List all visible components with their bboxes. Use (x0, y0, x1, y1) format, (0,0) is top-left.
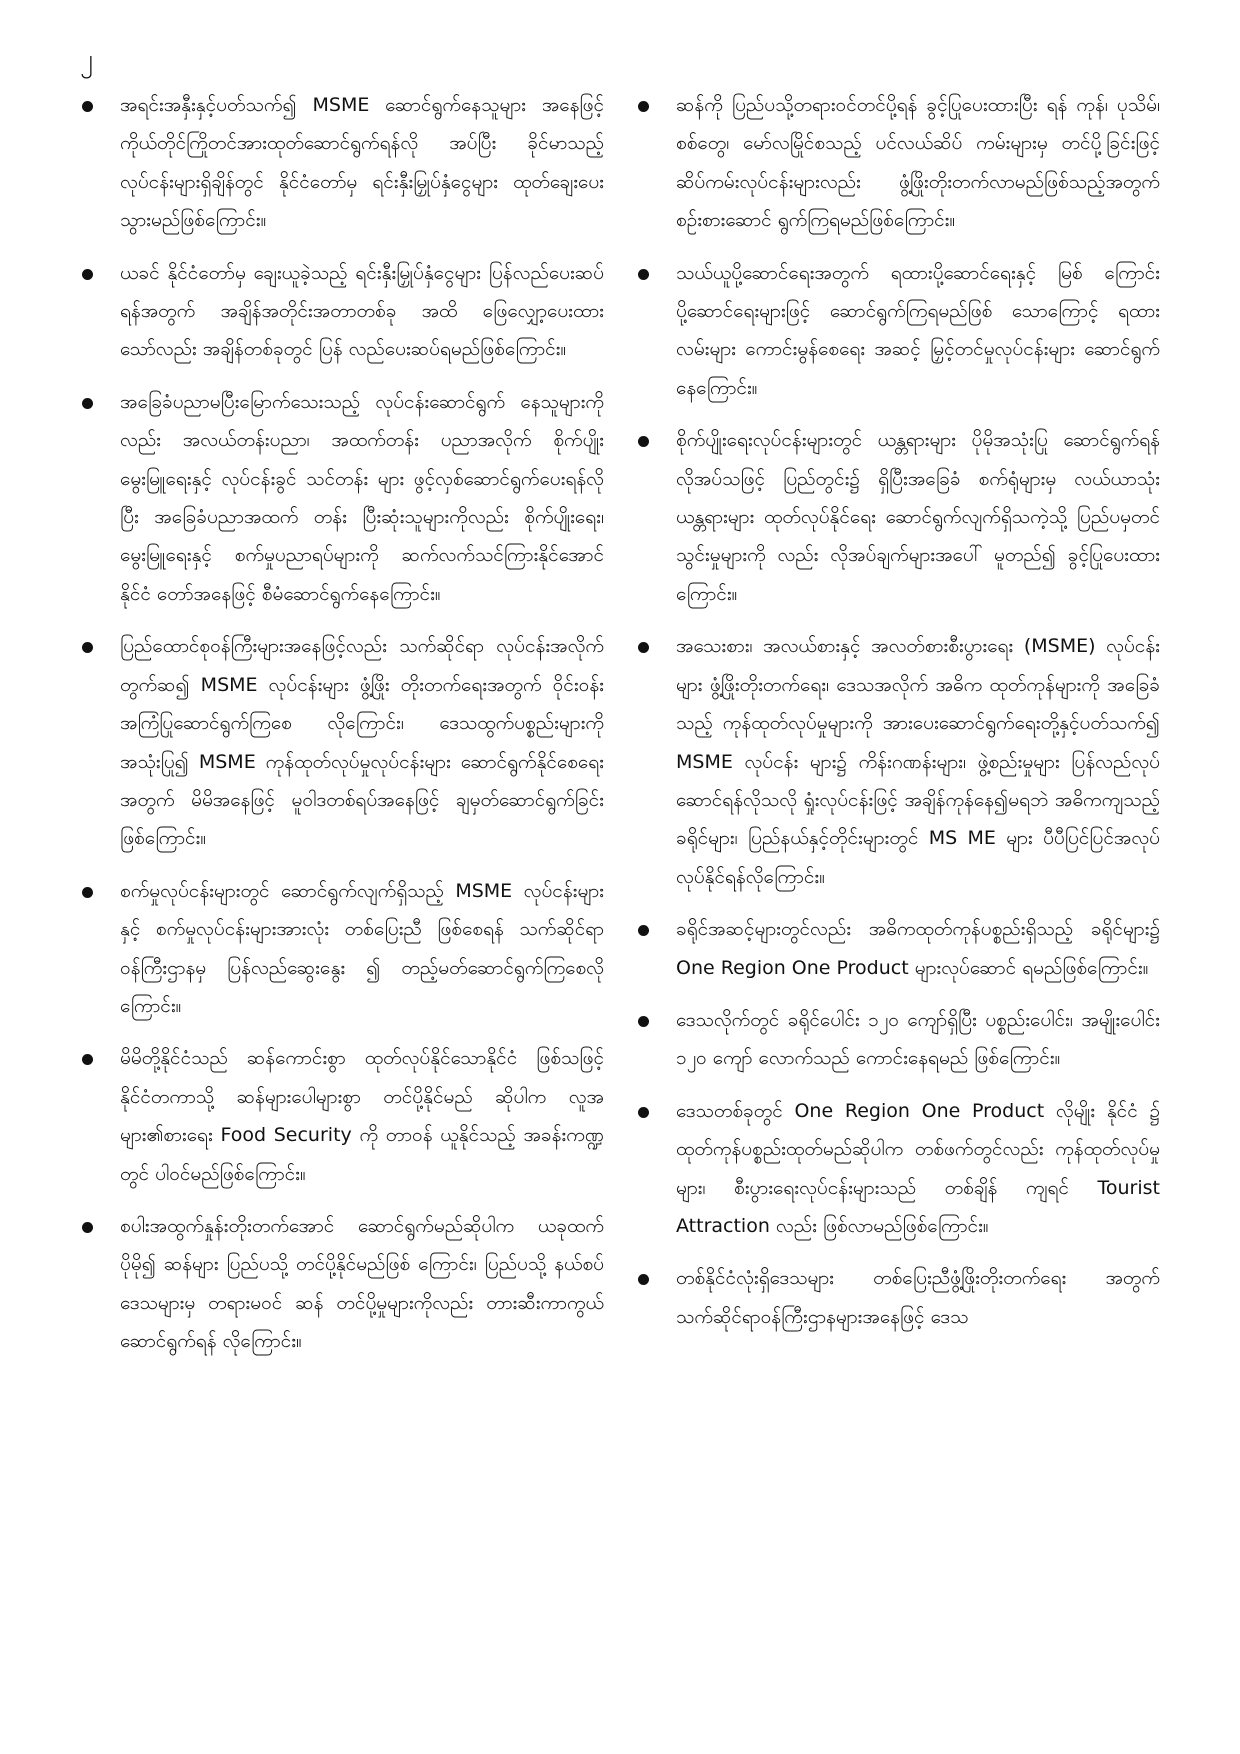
list-item-text: သယ်ယူပို့ဆောင်ရေးအတွက် ရထားပို့ဆောင်ရေးနှင့် မြစ် ကြောင်းပို့ဆောင်ရေးများဖြင့် ဆောင်ရွက်ကြရမည်ဖြစ် သောကြောင့် ရထားလမ်းများ ကောင်းမွန်စေရေး အဆင့် မြှင့်တင်မှုလုပ်ငန်းများ ဆောင်ရွက်နေကြောင်း။ (676, 261, 1160, 399)
list-item (80, 86, 604, 240)
list-item-text: တစ်နိုင်ငံလုံးရှိဒေသများ တစ်ပြေးညီဖွံ့ဖြိုးတိုးတက်ရေး အတွက် သက်ဆိုင်ရာဝန်ကြီးဌာနများအနေဖြင့် ဒေသ (676, 1267, 1160, 1328)
list-item (80, 254, 604, 369)
list-item (636, 910, 1160, 987)
list-item-text: ဒေသလိုက်တွင် ခရိုင်ပေါင်း ၁၂၀ ကျော်ရှိပြီး ပစ္စည်းပေါင်း၊ အမျိုးပေါင်း ၁၂၀ ကျော် လောက်သည် ကောင်းနေရမည် ဖြစ်ကြောင်း။ (676, 1008, 1160, 1070)
list-item (636, 1001, 1160, 1078)
bullet-icon (638, 642, 649, 653)
list-item (80, 1207, 604, 1361)
list-item (636, 1259, 1160, 1336)
list-item (80, 872, 604, 1026)
bullet-icon (82, 101, 93, 112)
bullet-icon (82, 269, 93, 280)
bullet-icon (82, 1222, 93, 1233)
list-item (80, 383, 604, 613)
list-item-text: ခရိုင်အဆင့်များတွင်လည်း အဓိကထုတ်ကုန်ပစ္စည်းရှိသည့် ခရိုင်များ၌ One Region One Product များလုပ်ဆောင် ရမည်ဖြစ်ကြောင်း။ (676, 918, 1160, 979)
list-item-text: စက်မှုလုပ်ငန်းများတွင် ဆောင်ရွက်လျက်ရှိသည့် MSME လုပ်ငန်းများနှင့် စက်မှုလုပ်ငန်းများအားလုံး တစ်ပြေးညီ ဖြစ်စေရန် သက်ဆိုင်ရာဝန်ကြီးဌာနမှ ပြန်လည်ဆွေးနွေး ၍ တည့်မတ်ဆောင်ရွက်ကြစေလိုကြောင်း။ (120, 879, 604, 1017)
bullet-icon (638, 1016, 649, 1027)
left-column (80, 86, 604, 1375)
list-item-text: အသေးစား၊ အလယ်စားနှင့် အလတ်စားစီးပွားရေး (MSME) လုပ်ငန်းများ ဖွံ့ဖြိုးတိုးတက်ရေး၊ ဒေသအလိုက် အဓိက ထုတ်ကုန်များကို အခြေခံသည့် ကုန်ထုတ်လုပ်မှုများကို အားပေးဆောင်ရွက်ရေးတို့နှင့်ပတ်သက်၍ MSME လုပ်ငန်း များ၌ ကိန်းဂဏန်းများ၊ ဖွဲ့စည်းမှုများ ပြန်လည်လုပ် ဆောင်ရန်လိုသလို ရှုံးလုပ်ငန်းဖြင့် အချိန်ကုန်နေ၍မရဘဲ အဓိကကျသည့် ခရိုင်များ၊ ပြည်နယ်နှင့်တိုင်းများတွင် MS ME များ ပီပီပြင်ပြင်အလုပ်လုပ်နိုင်ရန်လိုကြောင်း။ (676, 635, 1160, 888)
list-item (636, 1092, 1160, 1246)
bullet-icon (638, 436, 649, 447)
bullet-icon (638, 925, 649, 936)
bullet-icon (638, 1274, 649, 1285)
bullet-icon (82, 887, 93, 898)
list-item-text: ဒေသတစ်ခုတွင် One Region One Product လိုမျိုး နိုင်ငံ ၌ ထုတ်ကုန်ပစ္စည်းထုတ်မည်ဆိုပါက တစ်ဖက်တွင်လည်း ကုန်ထုတ်လုပ်မှုများ၊ စီးပွားရေးလုပ်ငန်းများသည် တစ်ချိန် ကျရင် Tourist Attraction လည်း ဖြစ်လာမည်ဖြစ်ကြောင်း။ (676, 1099, 1160, 1237)
bullet-icon (638, 269, 649, 280)
list-item-text: ပြည်ထောင်စုဝန်ကြီးများအနေဖြင့်လည်း သက်ဆိုင်ရာ လုပ်ငန်းအလိုက်တွက်ဆ၍ MSME လုပ်ငန်းများ ဖွံ့ဖြိုး တိုးတက်ရေးအတွက် ဝိုင်းဝန်းအကြံပြုဆောင်ရွက်ကြစေ လိုကြောင်း၊ ဒေသထွက်ပစ္စည်းများကိုအသုံးပြု၍ MSME ကုန်ထုတ်လုပ်မှုလုပ်ငန်းများ ဆောင်ရွက်နိုင်စေရေးအတွက် မိမိအနေဖြင့် မူဝါဒတစ်ရပ်အနေဖြင့် ချမှတ်ဆောင်ရွက်ခြင်း ဖြစ်ကြောင်း။ (120, 635, 604, 850)
page-number: ၂ (80, 44, 93, 74)
list-item-text: ဆန်ကို ပြည်ပသို့တရားဝင်တင်ပို့ရန် ခွင့်ပြုပေးထားပြီး ရန် ကုန်၊ ပုသိမ်၊ စစ်တွေ၊ မော်လမြိုင်စသည့် ပင်လယ်ဆိပ် ကမ်းများမှ တင်ပို့ခြင်းဖြင့် ဆိပ်ကမ်းလုပ်ငန်းများလည်း ဖွံ့ဖြိုးတိုးတက်လာမည်ဖြစ်သည့်အတွက် စဉ်းစားဆောင် ရွက်ကြရမည်ဖြစ်ကြောင်း။ (676, 94, 1160, 232)
bullet-icon (638, 101, 649, 112)
right-column (636, 86, 1160, 1350)
list-item (636, 254, 1160, 408)
list-item-text: မိမိတို့နိုင်ငံသည် ဆန်ကောင်းစွာ ထုတ်လုပ်နိုင်သောနိုင်ငံ ဖြစ်သဖြင့် နိုင်ငံတကာသို့ ဆန်များပေါများစွာ တင်ပို့နိုင်မည် ဆိုပါက လူအများ၏စားရေး Food Security ကို တာဝန် ယူနိုင်သည့် အခန်းကဏ္ဍတွင် ပါဝင်မည်ဖြစ်ကြောင်း။ (120, 1047, 604, 1185)
bullet-icon (82, 1054, 93, 1065)
list-item-text: စပါးအထွက်နှုန်းတိုးတက်အောင် ဆောင်ရွက်မည်ဆိုပါက ယခုထက်ပိုမို၍ ဆန်များ ပြည်ပသို့ တင်ပို့နိုင်မည်ဖြစ် ကြောင်း၊ ပြည်ပသို့ နယ်စပ်ဒေသများမှ တရားမဝင် ဆန် တင်ပို့မှုများကိုလည်း တားဆီးကာကွယ်ဆောင်ရွက်ရန် လိုကြောင်း။ (120, 1214, 604, 1353)
list-item-text: အရင်းအနှီးနှင့်ပတ်သက်၍ MSME ဆောင်ရွက်နေသူများ အနေဖြင့် ကိုယ်တိုင်ကြိုတင်အားထုတ်ဆောင်ရွက်ရန်လို အပ်ပြီး ခိုင်မာသည့်လုပ်ငန်းများရှိချိန်တွင် နိုင်ငံတော်မှ ရင်းနှီးမြှုပ်နှံငွေများ ထုတ်ချေးပေးသွားမည်ဖြစ်ကြောင်း။ (120, 94, 604, 232)
list-item (636, 86, 1160, 240)
list-item (636, 627, 1160, 896)
list-item-text: အခြေခံပညာမပြီးမြောက်သေးသည့် လုပ်ငန်းဆောင်ရွက် နေသူများကိုလည်း အလယ်တန်းပညာ၊ အထက်တန်း ပညာအလိုက် စိုက်ပျိုးမွေးမြူရေးနှင့် လုပ်ငန်းခွင် သင်တန်း များ ဖွင့်လှစ်ဆောင်ရွက်ပေးရန်လိုပြီး အခြေခံပညာအထက် တန်း ပြီးဆုံးသူများကိုလည်း စိုက်ပျိုးရေး၊ မွေးမြူရေးနှင့် စက်မှုပညာရပ်များကို ဆက်လက်သင်ကြားနိုင်အောင် နိုင်ငံ တော်အနေဖြင့် စီမံဆောင်ရွက်နေကြောင်း။ (120, 390, 604, 605)
list-item (80, 627, 604, 857)
list-item-text: စိုက်ပျိုးရေးလုပ်ငန်းများတွင် ယန္တရားများ ပိုမိုအသုံးပြု ဆောင်ရွက်ရန် လိုအပ်သဖြင့် ပြည်တွင်း၌ ရှိပြီးအခြေခံ စက်ရုံများမှ လယ်ယာသုံးယန္တရားများ ထုတ်လုပ်နိုင်ရေး ဆောင်ရွက်လျက်ရှိသကဲ့သို့ ပြည်ပမှတင်သွင်းမှုများကို လည်း လိုအပ်ချက်များအပေါ် မူတည်၍ ခွင့်ပြုပေးထား ကြောင်း။ (676, 429, 1160, 605)
bullet-icon (638, 1107, 649, 1118)
bullet-icon (82, 642, 93, 653)
bullet-icon (82, 398, 93, 409)
list-item (80, 1039, 604, 1193)
list-item-text: ယခင် နိုင်ငံတော်မှ ချေးယူခဲ့သည့် ရင်းနှီးမြှုပ်နှံငွေများ ပြန်လည်ပေးဆပ်ရန်အတွက် အချိန်အတိုင်းအတာတစ်ခု အထိ ဖြေလျှော့ပေးထားသော်လည်း အချိန်တစ်ခုတွင် ပြန် လည်ပေးဆပ်ရမည်ဖြစ်ကြောင်း။ (120, 261, 604, 361)
list-item (636, 421, 1160, 613)
